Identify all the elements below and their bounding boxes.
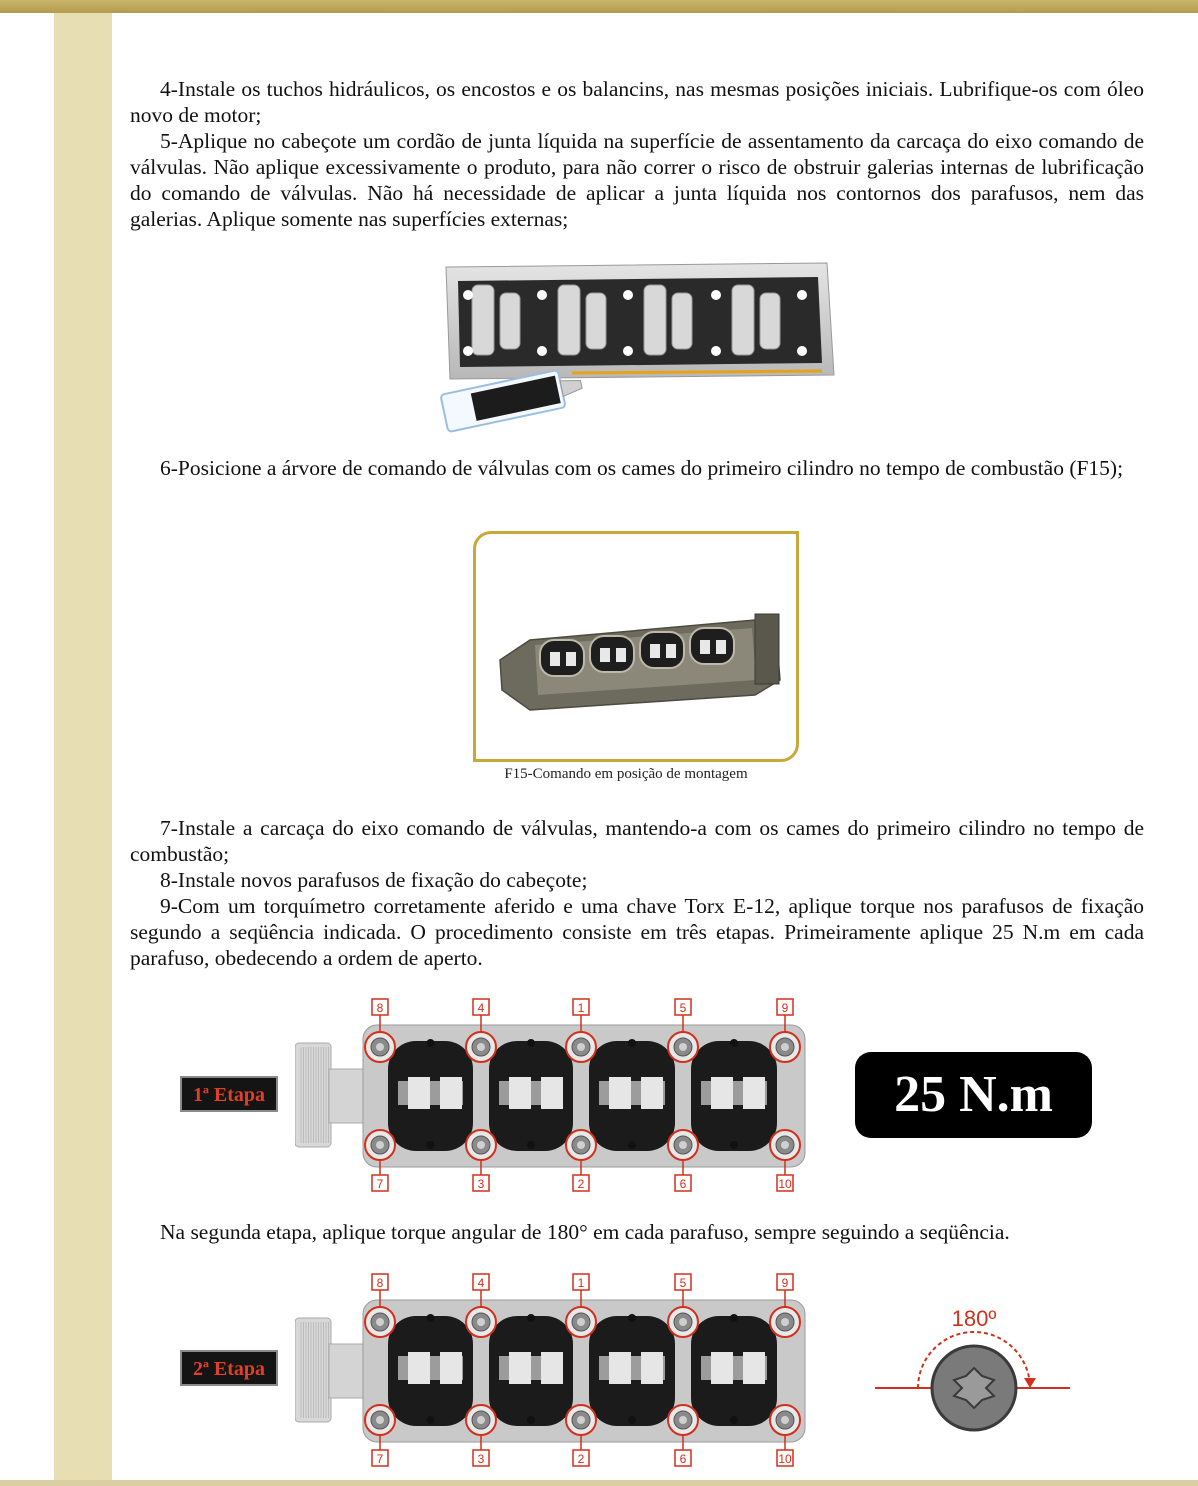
sequence-number: 5 xyxy=(679,1001,687,1015)
sequence-number-label xyxy=(473,1274,489,1290)
bolt-bottom-6 xyxy=(668,1405,698,1450)
bolt-top-9 xyxy=(770,1290,800,1337)
sequence-number: 7 xyxy=(376,1177,384,1191)
step-8-text: 8-Instale novos parafusos de fixação do cabeçote; xyxy=(160,868,588,892)
sequence-number: 6 xyxy=(679,1452,687,1466)
step-6-text: 6-Posicione a árvore de comando de válvulas com os cames do primeiro cilindro no tempo de combustão (F15); xyxy=(160,456,1124,480)
bolt-top-8 xyxy=(365,1290,395,1337)
bolt-sequence-diagram-stage-2 xyxy=(295,1270,815,1470)
sequence-number: 5 xyxy=(679,1276,687,1290)
figure-f15-caption: F15-Comando em posição de montagem xyxy=(504,766,748,782)
sequence-number: 9 xyxy=(781,1001,789,1015)
step-7-text: 7-Instale a carcaça do eixo comando de válvulas, mantendo-a com os cames do primeiro cilindro no tempo de combustão; xyxy=(130,816,1144,866)
sequence-number: 1 xyxy=(577,1001,585,1015)
bolt-bottom-3 xyxy=(466,1405,496,1450)
sequence-number: 2 xyxy=(577,1452,585,1466)
sequence-number-label xyxy=(573,1175,589,1191)
bolt-top-5 xyxy=(668,1015,698,1062)
bolt-bottom-2 xyxy=(566,1130,596,1175)
angle-value-label: 180º xyxy=(951,1306,997,1331)
bottom-decorative-bar xyxy=(0,1480,1198,1486)
bolt-bottom-6 xyxy=(668,1130,698,1175)
bolt-top-8 xyxy=(365,1015,395,1062)
sequence-number-label xyxy=(372,1175,388,1191)
bolt-top-9 xyxy=(770,1015,800,1062)
sequence-number-label xyxy=(777,1274,793,1290)
stage-2-text: Na segunda etapa, aplique torque angular de 180° em cada parafuso, sempre seguindo a seqüência. xyxy=(160,1220,1010,1244)
sequence-number: 10 xyxy=(778,1452,792,1466)
bolt-sequence-diagram-stage-1 xyxy=(295,995,815,1195)
bolt-bottom-7 xyxy=(365,1130,395,1175)
cylinder-head-sealant-figure xyxy=(432,255,842,435)
sequence-number: 10 xyxy=(778,1177,792,1191)
sequence-number-label xyxy=(372,999,388,1015)
sequence-number-label xyxy=(777,1450,793,1466)
sequence-number: 2 xyxy=(577,1177,585,1191)
sequence-number: 6 xyxy=(679,1177,687,1191)
sequence-number-label xyxy=(675,1175,691,1191)
sequence-number: 3 xyxy=(477,1452,485,1466)
sequence-number: 3 xyxy=(477,1177,485,1191)
sequence-number-label xyxy=(473,1450,489,1466)
step-5-text: 5-Aplique no cabeçote um cordão de junta líquida na superfície de assentamento da carcaça do eixo comando de válvulas. Não aplique excessivamente o produto, para não correr o risco de obstruir galerias internas de lubrificação do comando de válvulas. Não há necessidade de aplicar a junta líquida nos contornos dos parafusos, nem das galerias. Aplique somente nas superfícies externas; xyxy=(130,129,1144,231)
bolt-bottom-3 xyxy=(466,1130,496,1175)
sequence-number-label xyxy=(372,1450,388,1466)
left-decorative-strip xyxy=(54,13,112,1486)
step-9-text: 9-Com um torquímetro corretamente aferido e uma chave Torx E-12, aplique torque nos parafusos de fixação segundo a seqüência indicada. O procedimento consiste em três etapas. Primeiramente aplique 25 N.m em cada parafuso, obedecendo a ordem de aperto. xyxy=(130,894,1144,970)
bolt-top-1 xyxy=(566,1290,596,1337)
sequence-number-label xyxy=(473,1175,489,1191)
top-decorative-bar xyxy=(0,0,1198,13)
camshaft-housing-photo xyxy=(490,600,790,720)
sequence-number-label xyxy=(573,1450,589,1466)
sequence-number-label xyxy=(372,1274,388,1290)
stage-1-label: 1ª Etapa xyxy=(180,1076,278,1112)
sequence-number: 9 xyxy=(781,1276,789,1290)
bolt-top-1 xyxy=(566,1015,596,1062)
sequence-number-label xyxy=(573,999,589,1015)
stage-2-label: 2ª Etapa xyxy=(180,1350,278,1386)
sequence-number-label xyxy=(777,1175,793,1191)
sequence-number-label xyxy=(473,999,489,1015)
bolt-top-4 xyxy=(466,1290,496,1337)
sequence-number: 4 xyxy=(477,1276,485,1290)
sequence-number: 8 xyxy=(376,1001,384,1015)
bolt-bottom-10 xyxy=(770,1405,800,1450)
sequence-number-label xyxy=(573,1274,589,1290)
torque-value-badge: 25 N.m xyxy=(855,1052,1092,1138)
sequence-number: 4 xyxy=(477,1001,485,1015)
sequence-number: 1 xyxy=(577,1276,585,1290)
bolt-top-5 xyxy=(668,1290,698,1337)
angle-torque-diagram xyxy=(870,1300,1080,1440)
bolt-bottom-2 xyxy=(566,1405,596,1450)
sequence-number: 7 xyxy=(376,1452,384,1466)
bolt-bottom-7 xyxy=(365,1405,395,1450)
sequence-number-label xyxy=(675,999,691,1015)
bolt-top-4 xyxy=(466,1015,496,1062)
bolt-bottom-10 xyxy=(770,1130,800,1175)
sequence-number-label xyxy=(675,1274,691,1290)
sequence-number: 8 xyxy=(376,1276,384,1290)
sequence-number-label xyxy=(675,1450,691,1466)
step-4-text: 4-Instale os tuchos hidráulicos, os encostos e os balancins, nas mesmas posições iniciais. Lubrifique-os com óleo novo de motor; xyxy=(130,77,1144,127)
sequence-number-label xyxy=(777,999,793,1015)
